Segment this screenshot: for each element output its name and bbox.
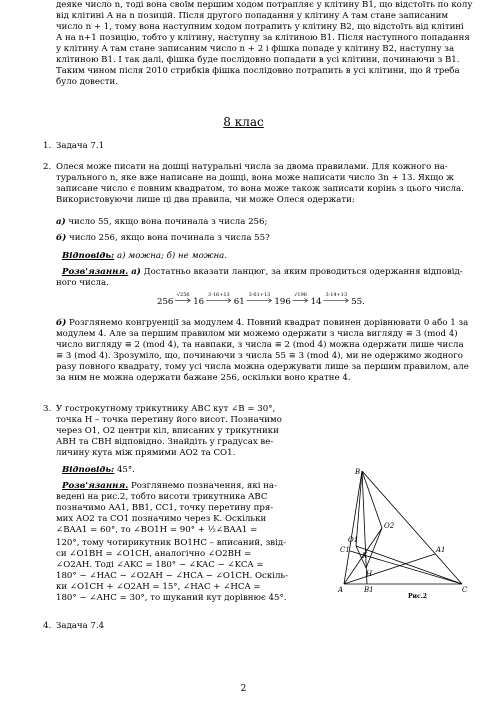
item-number: 2. xyxy=(43,162,52,172)
text-line: Використовуючи лише ці два правила, чи може Олеся одержати: xyxy=(56,195,355,205)
part-b: б) число 256, якщо вона починала з числа 55? xyxy=(56,233,270,243)
label-a: A xyxy=(338,586,344,594)
label-o1: O1 xyxy=(348,536,359,544)
item-1-text: Задача 7.1 xyxy=(56,141,105,151)
text-line: Олеся може писати на дошці натуральні числа за двома правилами. Для кожного на- xyxy=(56,162,448,172)
solution-line: ∠BAA1 = 60°, то ∠BO1H = 90° + ½∠BAA1 = xyxy=(56,525,258,535)
side-bc xyxy=(362,471,462,584)
text-line: число n + 1, тому вона наступним ходом потрапить у клітину B2, що відстоїть від клітині xyxy=(56,22,464,32)
solution-line: число вигляду ≡ 2 (mod 4), та навпаки, з числа ≡ 2 (mod 4) можна одержати лише числа xyxy=(56,340,464,350)
segment-bo1 xyxy=(356,471,362,546)
text-line: від клітині A на n позицій. Після другого попадання у клітину A там стане записаним xyxy=(56,11,449,21)
chain-svg xyxy=(155,288,385,310)
solution-line: позначимо AA1, BB1, CC1, точку перетину пря- xyxy=(56,503,274,513)
label-c: C xyxy=(462,586,468,594)
item-4-text: Задача 7.4 xyxy=(56,621,105,631)
solution-line: Розв'язання. а) Достатньо вказати ланцюг, за яким проводиться одержання відповід- xyxy=(62,267,463,277)
label-h: H xyxy=(366,570,373,578)
item-number: 3. xyxy=(43,404,52,414)
answer-line: Відповідь: 45°. xyxy=(62,465,135,475)
text-line: деяке число n, тоді вона своїм першим ходом потрапляє у клітину B1, що відстоїть по колу xyxy=(56,0,473,10)
solution-line: ки ∠O1CH + ∠O2AH = 15°, ∠HAC + ∠HCA = xyxy=(56,582,261,592)
chain-operation: 3·61+13 xyxy=(248,292,271,298)
chain-number: 61 xyxy=(233,297,245,307)
solution-line: 180° − ∠HAC − ∠O2AH − ∠HCA − ∠O1CH. Оскіль- xyxy=(56,571,288,581)
part-a: а) число 55, якщо вона починала з числа 256; xyxy=(56,217,268,227)
solution-line: мих AO2 та CO1 позначимо через K. Оскільки xyxy=(56,514,267,524)
label-c1: C1 xyxy=(340,546,350,554)
solution-line: си ∠O1BH = ∠O1CH, аналогічно ∠O2BH = xyxy=(56,549,252,559)
chain-number: 16 xyxy=(193,297,205,307)
derivation-chain xyxy=(155,288,385,313)
solution-line: ∠O2AH. Тоді ∠AKC = 180° − ∠KAC − ∠KCA = xyxy=(56,560,264,570)
label-k: K xyxy=(362,552,368,560)
line-co1 xyxy=(356,546,462,584)
text-line: Таким чином після 2010 стрибків фішка послідовно потрапить в усі клітини, що й треба xyxy=(56,66,460,76)
text-line: клітиною B1. І так далі, фішка буде послідовно попадати в усі клітини, починаючи з B1. xyxy=(56,55,460,65)
text-line: було довести. xyxy=(56,77,119,87)
chain-number: 55. xyxy=(351,297,365,307)
chain-number: 14 xyxy=(310,297,322,307)
altitude-aa1 xyxy=(344,554,435,584)
solution-line: разу повного квадрату, тому усі числа можна одержувати лише за першим правилом, але xyxy=(56,362,469,372)
answer-line: Відповідь: а) можна; б) не можна. xyxy=(62,251,228,261)
label-o2: O2 xyxy=(384,522,395,530)
text-line: через O1, O2 центри кіл, вписаних у трикутники xyxy=(56,426,279,436)
label-a1: A1 xyxy=(436,546,446,554)
text-line: личину кута між прямими AO2 та CO1. xyxy=(56,448,236,458)
chain-operation: 3·14+13 xyxy=(325,292,348,298)
solution-line: ного числа. xyxy=(56,278,109,288)
chain-operation: 3·16+13 xyxy=(208,292,230,298)
item-number: 1. xyxy=(43,141,52,151)
chain-operation: √196 xyxy=(294,292,307,298)
text-line: У гострокутному трикутнику ABC кут ∠B = 30°, xyxy=(56,404,276,414)
page-number: 2 xyxy=(240,684,247,694)
text-line: турального n, яке вже написане на дошці, вона може написати число 3n + 13. Якщо ж xyxy=(56,173,455,183)
label-b1: B1 xyxy=(364,586,374,594)
text-line: ABH та CBH відповідно. Знайдіть у градусах ве- xyxy=(56,437,274,447)
chain-number: 256 xyxy=(157,297,174,307)
solution-line: Розв'язання. Розглянемо позначення, які на- xyxy=(62,481,277,491)
figure-caption: Рис.2 xyxy=(408,593,427,600)
text-line: A на n+1 позицію, тобто у клітину, наступну за клітиною B1. Після наступного попадання xyxy=(56,33,470,43)
label-b: B xyxy=(355,468,361,476)
chain-operation: √256 xyxy=(176,292,190,298)
text-line: записане число є повним квадратом, то вона може також записати корінь з цього числа. xyxy=(56,184,464,194)
solution-line: 180° − ∠AHC = 30°, то шуканий кут дорівнює 45°. xyxy=(56,593,287,603)
side-ab xyxy=(344,471,362,584)
triangle-figure xyxy=(318,468,478,603)
solution-line: б) Розглянемо конгруенції за модулем 4. Повний квадрат повинен дорівнювати 0 або 1 за xyxy=(56,318,469,328)
solution-line: ведені на рис.2, тобто висоти трикутника ABC xyxy=(56,492,268,502)
solution-line: 120°, тому чотирикутник BO1HC – вписаний, звід- xyxy=(56,538,287,548)
solution-line: модулем 4. Але за першим правилом ми можемо одержати з числа вигляду ≡ 3 (mod 4) xyxy=(56,329,458,339)
segment-bo2 xyxy=(362,471,382,528)
text-line: точка H – точка перетину його висот. Позначимо xyxy=(56,415,282,425)
section-heading: 8 клас xyxy=(223,115,264,129)
item-number: 4. xyxy=(43,621,52,631)
chain-number: 196 xyxy=(274,297,291,307)
text-line: у клітину A там стане записаним число n + 2 і фішка попаде у клітину B2, наступну за xyxy=(56,44,455,54)
solution-line: за ним не можна одержати бажане 256, оскільки воно кратне 4. xyxy=(56,373,351,383)
solution-line: ≡ 3 (mod 4). Зрозуміло, що, починаючи з числа 55 ≡ 3 (mod 4), ми не одержимо жодного xyxy=(56,351,463,361)
